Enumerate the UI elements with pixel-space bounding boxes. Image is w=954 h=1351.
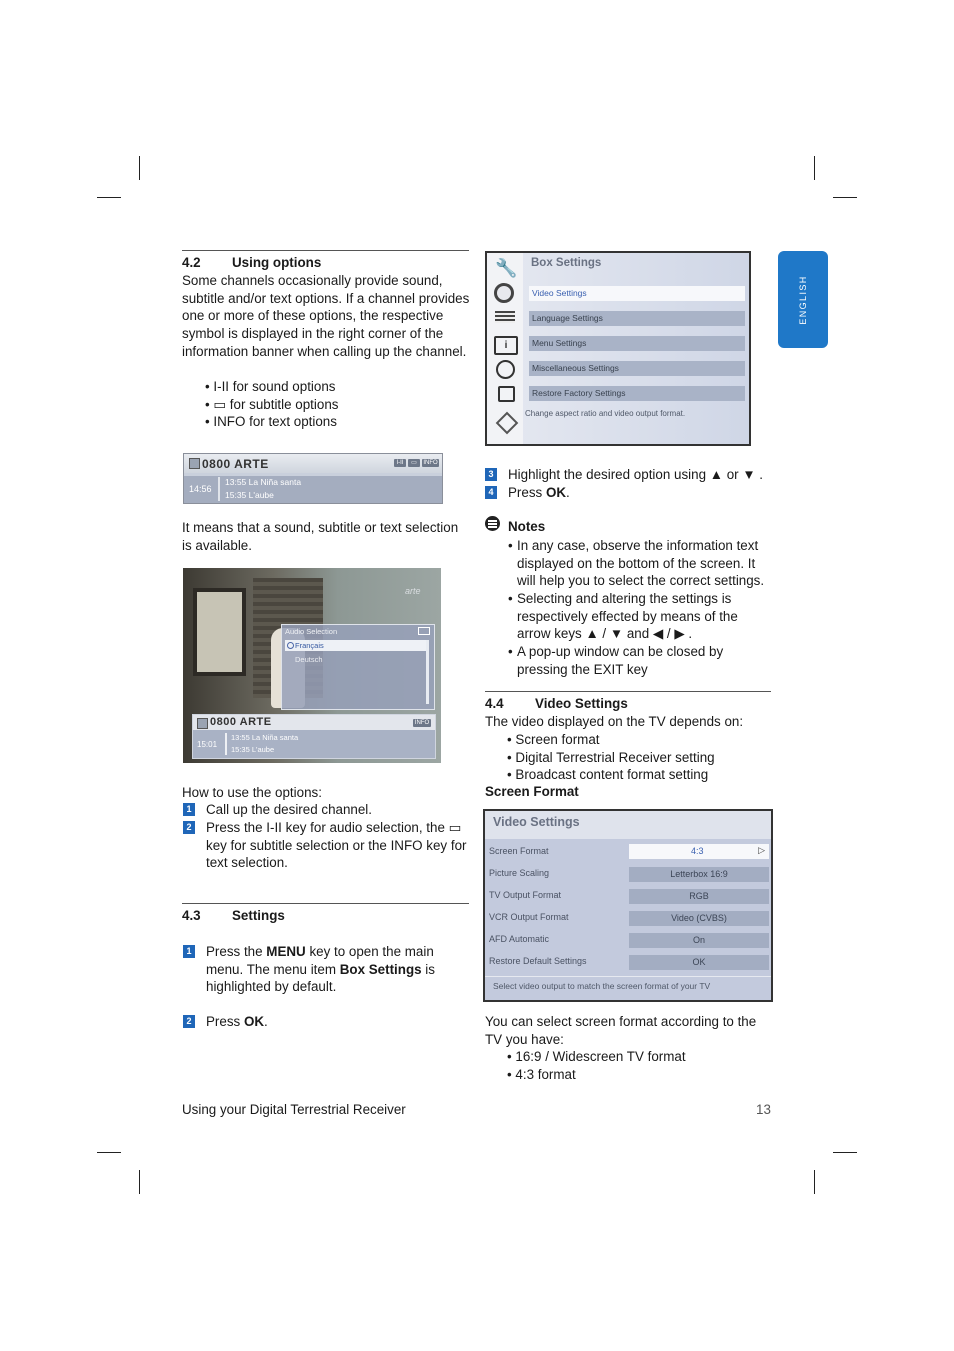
help-divider bbox=[485, 976, 771, 977]
channel-name: 0800 ARTE bbox=[210, 716, 272, 728]
subtitle-badge: ▭ bbox=[408, 459, 420, 467]
radio-icon bbox=[287, 642, 294, 649]
step-number-4: 4 bbox=[485, 486, 497, 499]
programme-now: 13:55 La Niña santa bbox=[231, 733, 299, 742]
crop-mark bbox=[833, 197, 857, 198]
step-text: Press the MENU key to open the main menu. The menu item Box Settings is highlighted by default. bbox=[206, 944, 435, 995]
page-number: 13 bbox=[756, 1102, 771, 1117]
list-item: • 16:9 / Widescreen TV format bbox=[507, 1049, 686, 1064]
menu-step-4 bbox=[485, 484, 775, 502]
clock-icon[interactable] bbox=[496, 360, 515, 379]
language-tab bbox=[778, 251, 828, 348]
video-factors-list bbox=[507, 731, 772, 784]
options-list bbox=[205, 378, 465, 431]
channel-name: 0800 ARTE bbox=[202, 457, 269, 471]
step-text: Press the I-II key for audio selection, the ▭ key for subtitle selection or the INFO key for text selection. bbox=[206, 820, 467, 871]
banner-divider bbox=[225, 733, 227, 755]
screen-format-intro: You can select screen format according to the TV you have: bbox=[485, 1014, 757, 1047]
popup-scrollbar[interactable] bbox=[426, 640, 429, 704]
info-badge: INFO bbox=[414, 720, 430, 726]
menu-item-label: Video Settings bbox=[532, 288, 587, 298]
list-item: • 4:3 format bbox=[507, 1066, 576, 1082]
section-heading-4-4 bbox=[485, 696, 628, 711]
settings-step-1 bbox=[183, 943, 468, 996]
crop-mark bbox=[139, 1170, 140, 1194]
menu-help-text: Change aspect ratio and video output format. bbox=[525, 409, 686, 418]
selected-option[interactable] bbox=[285, 640, 427, 651]
menu-title: Video Settings bbox=[493, 815, 580, 829]
menu-title: Box Settings bbox=[531, 257, 602, 269]
menu-item-miscellaneous-settings[interactable] bbox=[529, 361, 745, 376]
setting-label: VCR Output Format bbox=[489, 912, 569, 922]
lock-icon[interactable] bbox=[498, 386, 515, 402]
vcr-output-format-value[interactable]: Video (CVBS) bbox=[629, 911, 769, 926]
note-text: In any case, observe the information text displayed on the bottom of the screen. It will help you to select the correct settings. bbox=[517, 538, 765, 589]
crop-mark bbox=[814, 156, 815, 180]
info-icon[interactable]: i bbox=[494, 336, 518, 355]
setting-label: Restore Default Settings bbox=[489, 956, 587, 966]
menu-item-restore-factory-settings[interactable] bbox=[529, 386, 745, 401]
channel-box-icon bbox=[197, 718, 208, 729]
notes-icon bbox=[485, 516, 500, 531]
setting-label: Picture Scaling bbox=[489, 868, 550, 878]
crop-mark bbox=[833, 1152, 857, 1153]
language-icon[interactable] bbox=[495, 311, 515, 323]
menu-item-label: Menu Settings bbox=[532, 338, 587, 348]
value-text: 4:3 bbox=[691, 846, 704, 856]
current-time: 15:01 bbox=[197, 740, 218, 749]
notes-title: Notes bbox=[508, 519, 546, 534]
menu-step-3 bbox=[485, 466, 775, 484]
step-text: Highlight the desired option using ▲ or ▼ . bbox=[508, 467, 764, 482]
setting-label: AFD Automatic bbox=[489, 934, 550, 944]
menu-help-text: Select video output to match the screen format of your TV bbox=[493, 981, 711, 991]
video-settings-menu bbox=[483, 809, 773, 1002]
section-number: 4.2 bbox=[182, 255, 201, 270]
picture-scaling-value[interactable]: Letterbox 16:9 bbox=[629, 867, 769, 882]
subtitle-icon bbox=[418, 627, 430, 635]
crop-mark bbox=[97, 197, 121, 198]
language-tab-label: ENGLISH bbox=[798, 274, 808, 325]
crop-mark bbox=[814, 1170, 815, 1194]
list-item: • Digital Terrestrial Receiver setting bbox=[507, 749, 715, 765]
afd-automatic-value[interactable]: On bbox=[629, 933, 769, 948]
arrow-right-icon: ▷ bbox=[758, 845, 765, 855]
section-heading-4-2 bbox=[182, 255, 321, 270]
step-text: Press OK. bbox=[206, 1014, 268, 1029]
popup-title: Audio Selection bbox=[285, 627, 338, 636]
section-heading-4-3 bbox=[182, 908, 285, 923]
note-text: A pop-up window can be closed by pressing the EXIT key bbox=[517, 644, 724, 677]
video-intro: The video displayed on the TV depends on: bbox=[485, 714, 744, 729]
options-paragraph: Some channels occasionally provide sound, subtitle and/or text options. If a channel provides one or more of these options, the respective symbol is displayed in the right corner of the information banner when calling up the channel. bbox=[182, 273, 470, 359]
section-rule bbox=[485, 691, 771, 692]
option-label[interactable]: Deutsch bbox=[295, 655, 323, 664]
menu-item-menu-settings[interactable] bbox=[529, 336, 745, 351]
step-number-1: 1 bbox=[183, 803, 195, 816]
wrench-icon[interactable]: 🔧 bbox=[495, 258, 518, 278]
list-item: • INFO for text options bbox=[205, 414, 337, 430]
menu-item-label: Language Settings bbox=[532, 313, 603, 323]
list-item: • Broadcast content format setting bbox=[507, 767, 709, 783]
section-rule bbox=[182, 250, 469, 251]
option-label: Français bbox=[295, 641, 324, 650]
settings-step-2 bbox=[183, 1013, 468, 1031]
banner-body bbox=[184, 476, 442, 503]
note-item: • Selecting and altering the settings is respectively effected by means of the arrow keys ▲ / ▼ and ◀ / ▶ . bbox=[508, 590, 770, 643]
availability-text: It means that a sound, subtitle or text selection is available. bbox=[182, 520, 459, 553]
how-to-step-1 bbox=[183, 801, 468, 819]
list-item: • Screen format bbox=[507, 732, 600, 747]
step-number-2: 2 bbox=[183, 1015, 195, 1028]
menu-item-language-settings[interactable] bbox=[529, 311, 745, 326]
footer-title: Using your Digital Terrestrial Receiver bbox=[182, 1102, 406, 1117]
setting-label: Screen Format bbox=[489, 846, 549, 856]
screen-format-list bbox=[507, 1048, 767, 1083]
crop-mark bbox=[139, 156, 140, 180]
restore-default-value[interactable]: OK bbox=[629, 955, 769, 970]
screen-format-heading: Screen Format bbox=[485, 784, 579, 799]
note-item: • In any case, observe the information text displayed on the bottom of the screen. It will help you to select the correct settings. bbox=[508, 537, 770, 590]
menu-item-label: Restore Factory Settings bbox=[532, 388, 626, 398]
sound-badge: I-II bbox=[394, 459, 406, 467]
channel-box-icon bbox=[189, 458, 200, 469]
info-banner bbox=[183, 453, 443, 504]
box-settings-menu bbox=[485, 251, 751, 446]
current-time: 14:56 bbox=[189, 484, 212, 494]
arte-logo: arte bbox=[405, 586, 421, 596]
how-to-step-2 bbox=[183, 819, 468, 872]
programme-next: 15:35 L'aube bbox=[225, 490, 274, 500]
programme-now: 13:55 La Niña santa bbox=[225, 477, 302, 487]
list-item: • ▭ for subtitle options bbox=[205, 396, 339, 412]
tv-output-format-value[interactable]: RGB bbox=[629, 889, 769, 904]
programme-next: 15:35 L'aube bbox=[231, 745, 275, 754]
how-to-intro: How to use the options: bbox=[182, 785, 322, 800]
step-text: Call up the desired channel. bbox=[206, 802, 373, 817]
window-frame bbox=[193, 588, 246, 676]
step-number-3: 3 bbox=[485, 468, 497, 481]
note-item: • A pop-up window can be closed by pressing the EXIT key bbox=[508, 643, 770, 678]
setting-label: TV Output Format bbox=[489, 890, 562, 900]
screen-format-value[interactable] bbox=[629, 844, 769, 859]
audio-selection-popup bbox=[281, 624, 435, 710]
section-title: Video Settings bbox=[535, 696, 628, 711]
section-title: Using options bbox=[232, 255, 322, 270]
step-number-1: 1 bbox=[183, 945, 195, 958]
banner-divider bbox=[218, 477, 220, 501]
step-number-2: 2 bbox=[183, 821, 195, 834]
crop-mark bbox=[97, 1152, 121, 1153]
info-badge: INFO bbox=[423, 460, 438, 466]
section-number: 4.4 bbox=[485, 696, 504, 711]
section-title: Settings bbox=[232, 908, 285, 923]
photo-banner bbox=[192, 714, 436, 759]
menu-item-label: Miscellaneous Settings bbox=[532, 363, 619, 373]
magnifier-icon[interactable] bbox=[494, 283, 514, 303]
note-text: Selecting and altering the settings is respectively effected by means of the arrow keys ▲ / ▼ and ◀ / ▶ . bbox=[517, 591, 738, 642]
tv-screenshot bbox=[183, 568, 441, 763]
list-item: • I-II for sound options bbox=[205, 379, 336, 394]
menu-item-video-settings[interactable] bbox=[529, 286, 745, 301]
step-text: Press OK. bbox=[508, 485, 570, 500]
section-rule bbox=[182, 903, 469, 904]
section-number: 4.3 bbox=[182, 908, 201, 923]
